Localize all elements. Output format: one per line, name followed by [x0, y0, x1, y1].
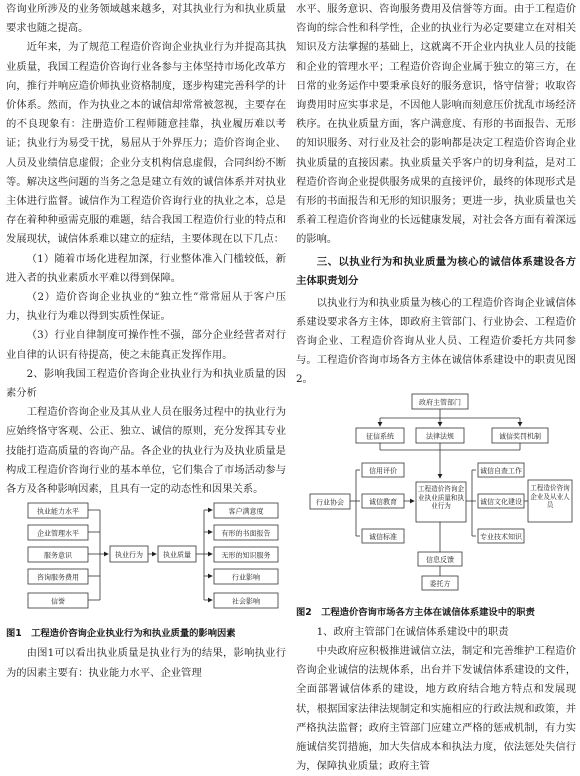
section-heading: 三、以执业行为和执业质量为核心的诚信体系建设各方主体职责划分: [296, 255, 576, 287]
figure-2-caption: 图2 工程造价咨询市场各方主体在诚信体系建设中的职责: [296, 606, 535, 618]
fig2-row1-box: 诚信奖罚机制: [499, 432, 541, 441]
fig1-right-box: 客户满意度: [228, 507, 264, 516]
fig1-right-box: 社会影响: [232, 597, 260, 606]
fig1-right-box: 无形的知识服务: [221, 551, 271, 560]
subsection-heading: 1、政府主管部门在诚信体系建设中的职责: [316, 625, 509, 638]
fig2-association-item: 信用评价: [369, 466, 397, 475]
fig1-center-box: 执业质量: [163, 551, 191, 560]
fig2-association-box: 行业协会: [316, 498, 344, 507]
fig2-bottom-box: 信息反馈: [426, 555, 454, 564]
right-column: [296, 0, 576, 776]
fig1-right-box: 行业影响: [232, 573, 260, 582]
paragraph: 中央政府应积极推进诚信立法，制定和完善维护工程造价咨询企业诚信的法规体系，出台并下发诚信体系建设的文件，全面部署诚信体系的建设，地方政府结合地方特点和发展现状，根据国家法律法规制定和实施相应的行政法规和政策，并严格执法监督；政府主管部门应建立严格的惩戒机制，有力实施诚信奖罚措施，加大失信成本和执法力度，依法惩处失信行为，保障执业质量；政府主管: [296, 645, 576, 773]
fig1-left-box: 执业能力水平: [37, 507, 79, 516]
fig2-center-box: 工程造价咨询企业执业质量和执业行为: [417, 484, 465, 510]
paragraph: 水平、服务意识、咨询服务费用及信誉等方面。由于工程造价咨询的综合性和科学性，企业的执业行为必定要建立在对相关知识及方法掌握的基础上，这就离不开企业内执业人员的技能和企业的管理水平；工程造价咨询企业属于独立的第三方，在日常的业务运作中要秉承良好的服务意识，恪守信誉；收取咨询费用时应实事求是，不因他人影响而刻意压价扰乱市场经济秩序。在执业质量方面，客户满意度、有形的书面报告、无形的知识服务、对行业及社会的影响都是决定工程造价咨询企业执业质量的直接因素。执业质量关乎客户的切身利益，是对工程造价咨询企业提供服务成果的直接评价，最终的体现形式是有形的书面报告和无形的知识服务；更进一步，执业质量也关系着工程造价咨询业的长远健康发展，对社会各方面有着深远的影响。: [296, 3, 576, 246]
fig2-association-item: 诚信标准: [369, 532, 397, 541]
fig2-right-item: 诚信自查工作: [480, 466, 522, 475]
fig2-right-item: 专业技术知识: [480, 532, 522, 541]
section-heading: 2、影响我国工程造价咨询企业执业行为和执业质量的因素分析: [6, 367, 286, 400]
fig2-right-item: 诚信文化建设: [480, 497, 522, 506]
fig2-row1-box: 征信系统: [366, 432, 394, 441]
paragraph: 以执业行为和执业质量为核心的工程造价咨询企业诚信体系建设要求各方主体，即政府主管部门、行业协会、工程造价咨询企业、工程造价咨询从业人员、工程造价委托方共同参与。工程造价咨询市场各方主体在诚信体系建设中的职责见图2。: [296, 296, 576, 386]
paragraph: 工程造价咨询企业及其从业人员在服务过程中的执业行为应始终恪守客观、公正、独立、诚信的原则，充分发挥其专业技能打造高质量的咨询产品。各企业的执业行为及执业质量是构成工程造价咨询行业的基本单位，它们集合了市场活动参与各方及各种影响因素，且具有一定的动态性和因果关系。: [6, 406, 286, 496]
fig1-left-box: 信誉: [51, 597, 65, 606]
fig2-row1-box: 法律法规: [426, 432, 454, 441]
figure-2: [296, 390, 576, 603]
figure-1: [6, 499, 286, 624]
fig2-top-box: 政府主管部门: [419, 398, 461, 407]
fig1-right-box: 有形的书面报告: [221, 529, 271, 538]
paragraph: 咨询业所涉及的业务领域越来越多，对其执业行为和执业质量要求也随之提高。: [6, 3, 286, 35]
fig1-center-box: 执业行为: [115, 551, 143, 560]
fig1-left-box: 服务意识: [44, 551, 72, 560]
paragraph: （1）随着市场化进程加深，行业整体准入门槛较低，新进入者的执业素质水平难以得到保障。: [6, 252, 286, 284]
paragraph: 由图1可以看出执业质量是执业行为的结果，影响执业行为的因素主要有：执业能力水平、企业管理: [6, 647, 286, 679]
figure-1-diagram: [6, 499, 286, 617]
paragraph: （2）造价咨询企业执业的“独立性”常常屈从于客户压力，执业行为难以得到实质性保证。: [6, 291, 286, 323]
figure-2-diagram: [296, 390, 576, 596]
fig1-left-box: 企业管理水平: [37, 529, 79, 538]
fig2-association-item: 诚信教育: [369, 497, 397, 506]
fig2-bottom-box: 委托方: [429, 579, 451, 588]
figure-1-caption: 图1 工程造价咨询企业执业行为和执业质量的影响因素: [6, 628, 236, 640]
fig1-left-box: 咨询服务费用: [37, 573, 79, 582]
paragraph: 近年来，为了规范工程造价咨询企业执业行为并提高其执业质量，我国工程造价咨询行业各参与主体坚持市场化改革方向，推行并响应造价师执业资格制度，逐步构建完善科学的计价体系。然而，作为执业之本的诚信却常常被忽视，主要存在的不良现象有：注册造价工程师随意挂靠，执业履历难以考证；执业行为易受干扰，易屈从于外界压力；造价咨询企业、人员及业绩信息虚假；企业分支机构信息虚假，合同纠纷不断等。解决这些问题的当务之急是建立有效的诚信体系并对执业主体进行监督。诚信作为工程造价咨询行业的执业之本，总是存在着种种亟需克服的难题，结合我国工程造价行业的特点和发展现状，诚信体系难以建立的症结，主要体现在以下几点：: [6, 41, 286, 246]
fig2-far-right-box: 工程造价咨询企业及从业人员: [530, 483, 570, 509]
paragraph: （3）行业自律制度可操作性不强，部分企业经营者对行业自律的认识有待提高，使之未能真正发挥作用。: [6, 329, 286, 361]
left-column: [6, 0, 286, 683]
